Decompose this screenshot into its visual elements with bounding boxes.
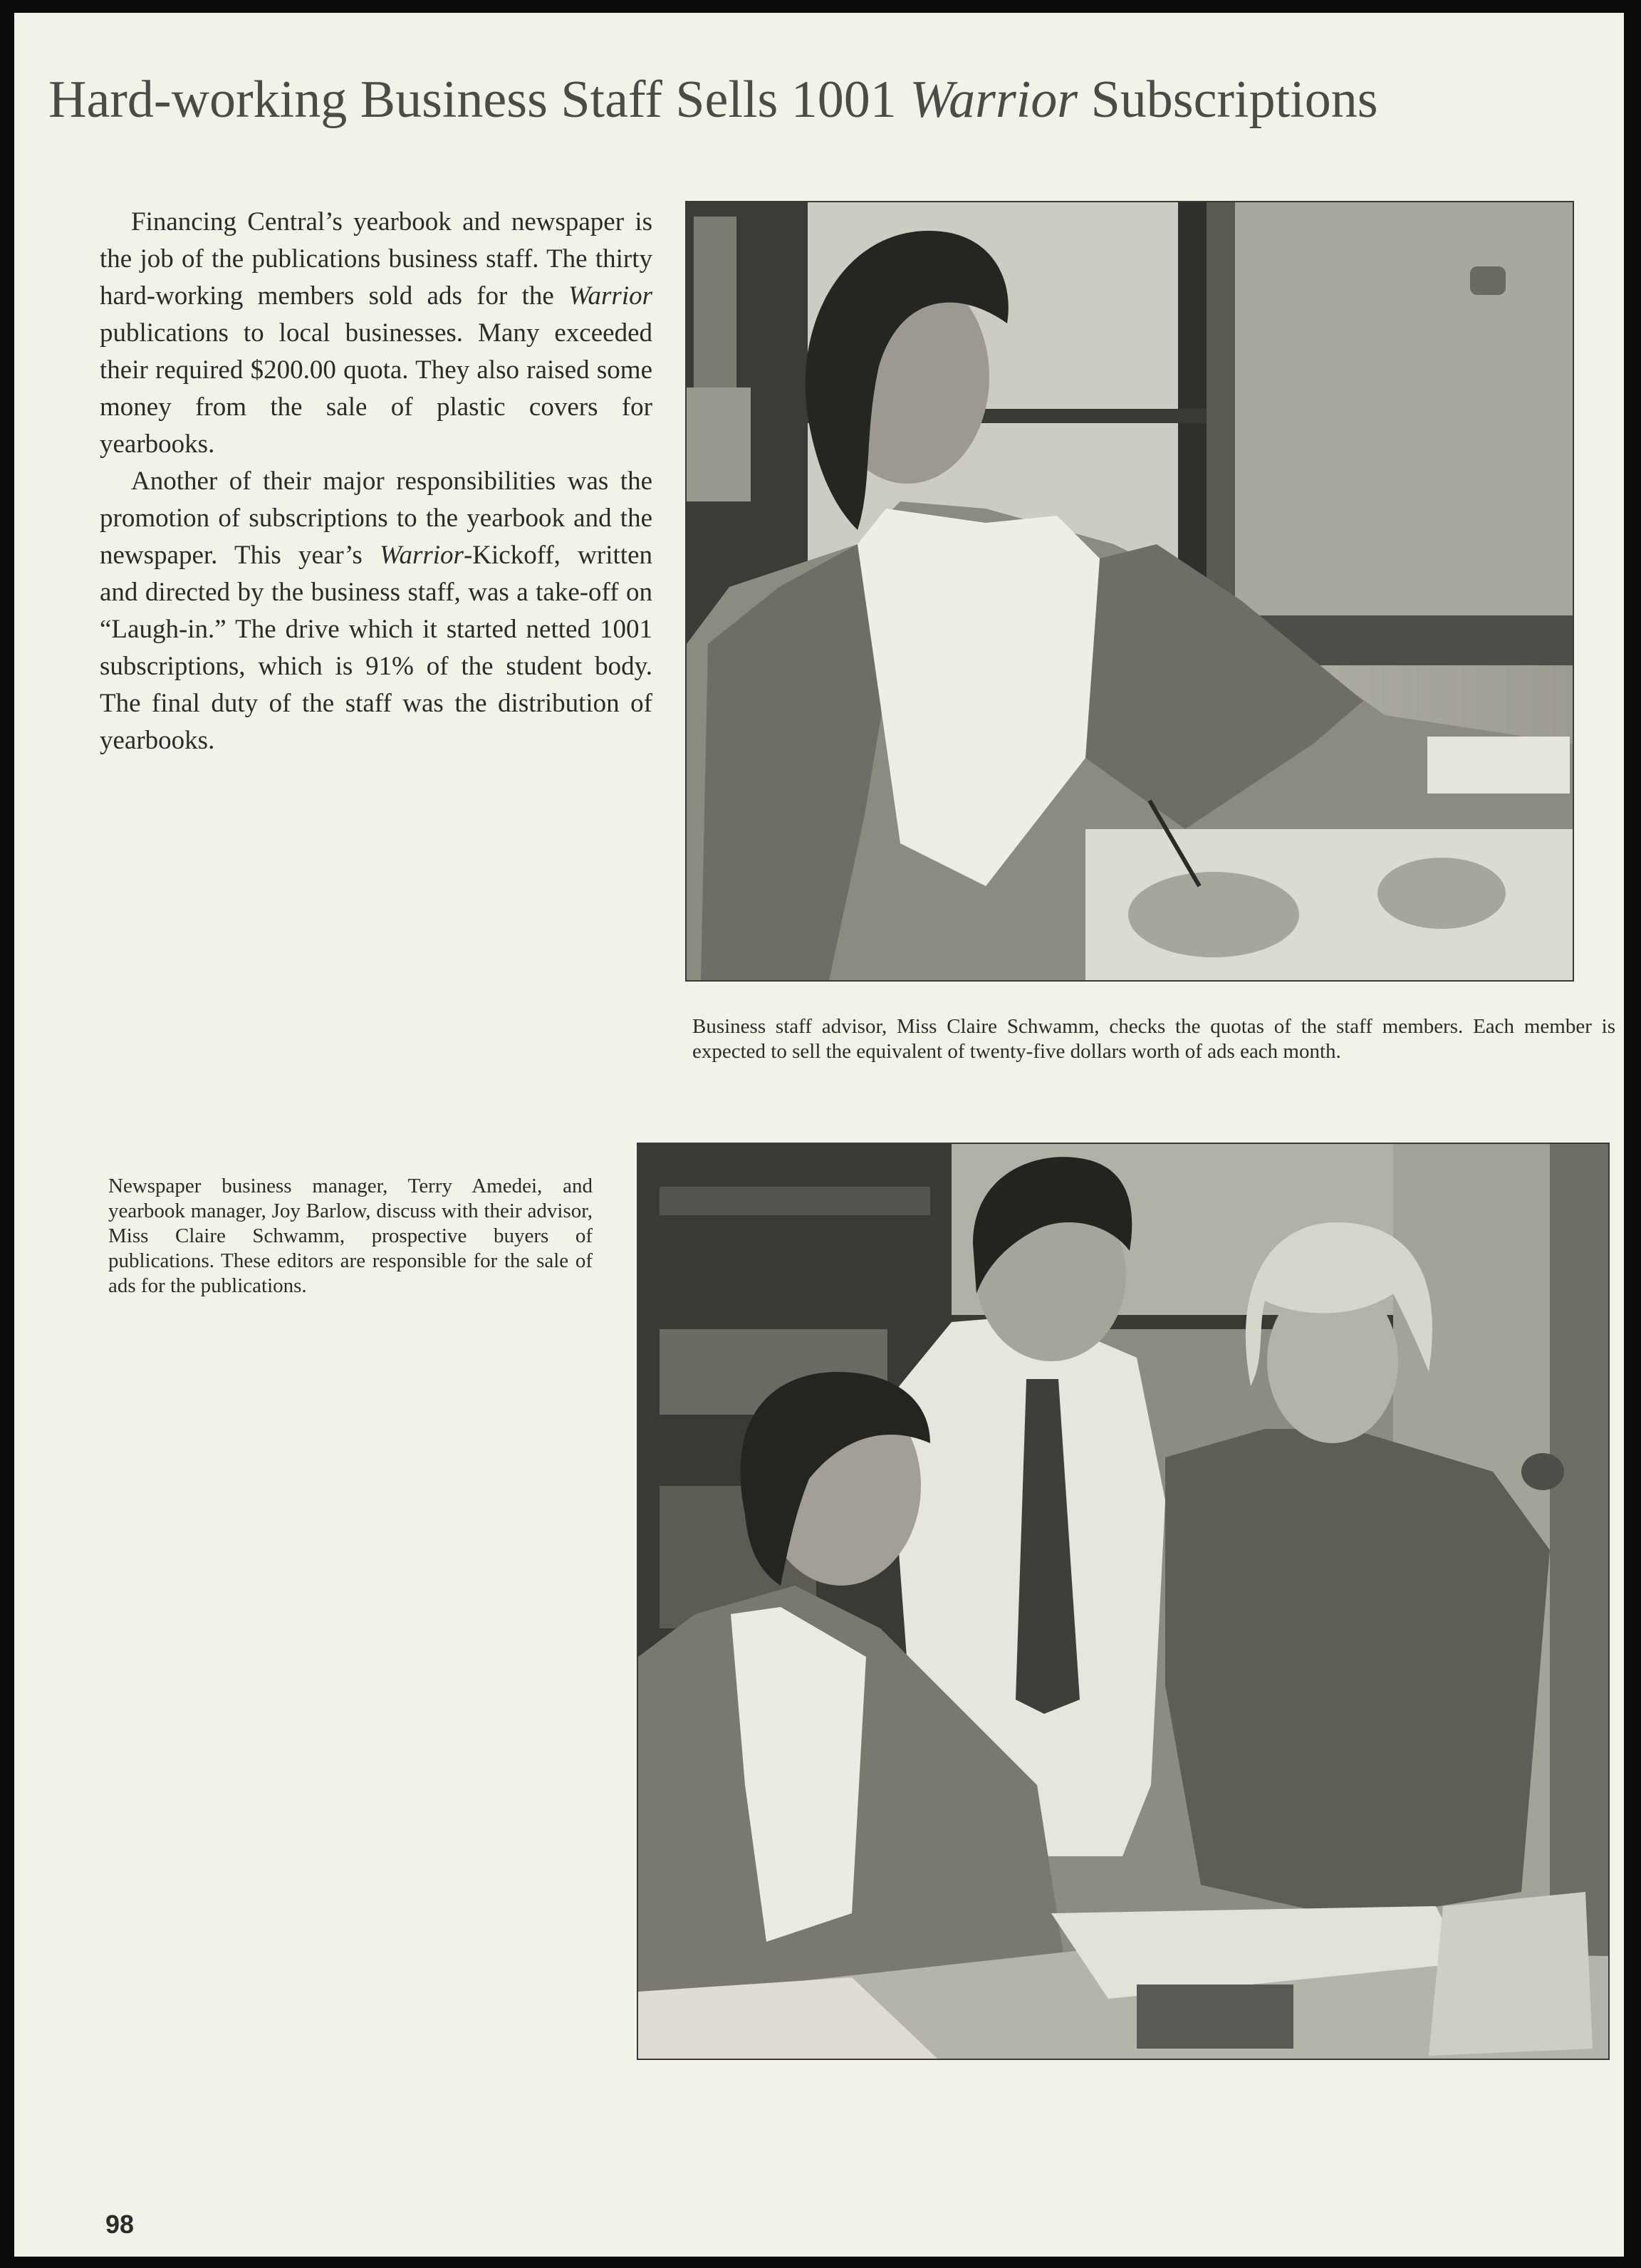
page-title — [48, 71, 1608, 129]
photo-advisor-image — [687, 202, 1573, 980]
photo-advisor-caption: Business staff advisor, Miss Claire Schwamm, checks the quotas of the staff members. Each member is expected to sell the equivalent of twenty-five dollars worth of ads each month. — [692, 1015, 1615, 1063]
page-number: 98 — [105, 2210, 135, 2239]
photo-advisor-with-managers — [637, 1143, 1610, 2060]
title-text-after: Subscriptions — [1078, 71, 1378, 129]
article-paragraph-2: Another of their major responsibilities was the promotion of subscriptions to the yearbook and the newspaper. This year’s Warrior-Kickoff, written and directed by the business staff, was a take-off on “Laugh-in.” The drive which it started netted 1001 subscriptions, which is 91% of the student body. The final duty of the staff was the distribution of yearbooks. — [100, 467, 652, 755]
title-text-before: Hard-working Business Staff Sells 1001 — [48, 71, 910, 129]
yearbook-page — [14, 13, 1624, 2257]
photo-group-image — [638, 1144, 1608, 2059]
title-text-italic: Warrior — [910, 71, 1078, 129]
article-body — [100, 204, 652, 759]
article-paragraph-1: Financing Central’s yearbook and newspaper is the job of the publications business staff. The thirty hard-working members sold ads for the Warrior publications to local businesses. Many exceeded their required $200.00 quota. They also raised some money from the sale of plastic covers for yearbooks. — [100, 207, 652, 459]
photo-advisor-at-desk — [685, 201, 1574, 982]
photo-group-caption: Newspaper business manager, Terry Amedei, and yearbook manager, Joy Barlow, discuss with their advisor, Miss Claire Schwamm, prospective buyers of publications. These editors are responsible for the sale of ads for the publications. — [108, 1175, 593, 1297]
